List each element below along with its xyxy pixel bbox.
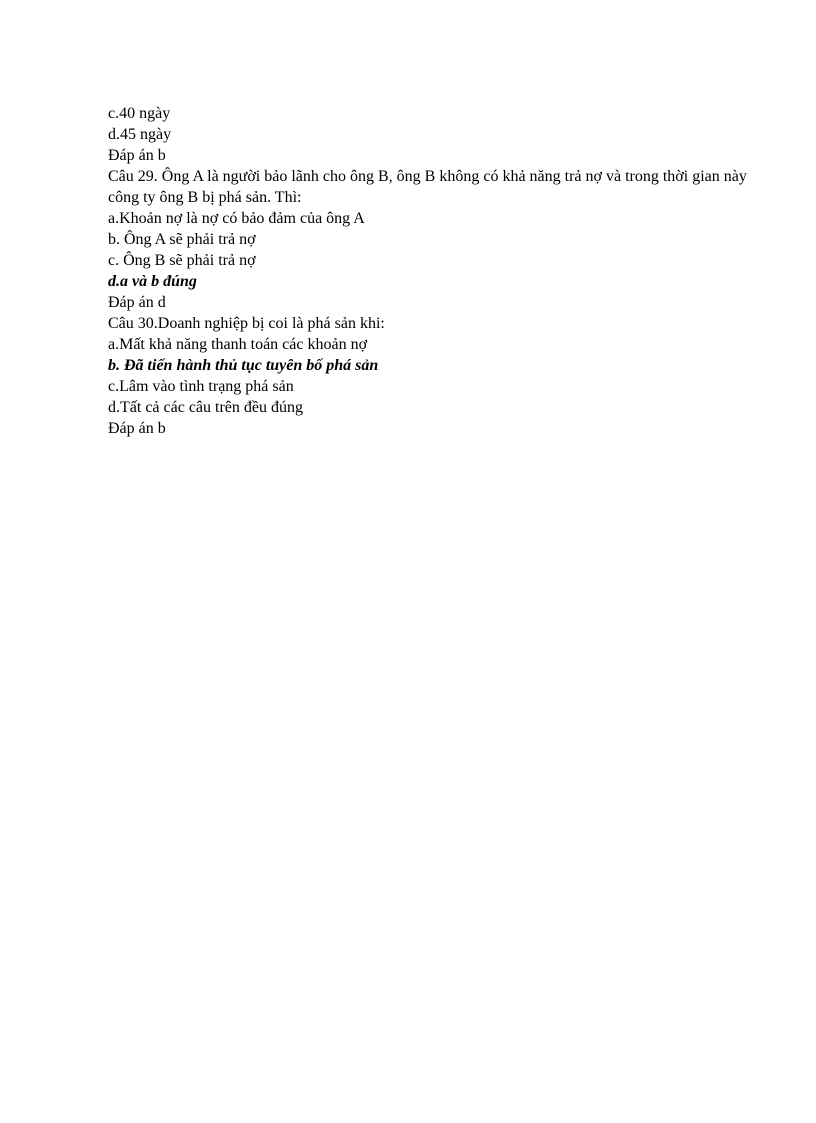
option-a-q29: a.Khoản nợ là nợ có bảo đảm của ông A	[108, 210, 365, 227]
option-c-q30: c.Lâm vào tình trạng phá sản	[108, 378, 294, 395]
option-a-q30: a.Mất khả năng thanh toán các khoản nợ	[108, 336, 368, 353]
question-29: Câu 29. Ông A là người bảo lãnh cho ông B, ông B không có khả năng trả nợ và trong thời gian này công ty ông B bị phá sản. Thì:	[108, 168, 747, 206]
answer-q30: Đáp án b	[108, 420, 166, 437]
option-d-q29-correct: d.a và b đúng	[108, 273, 197, 290]
answer-q29: Đáp án d	[108, 294, 166, 311]
option-b-q29: b. Ông A sẽ phải trả nợ	[108, 231, 256, 248]
option-d-q30: d.Tất cả các câu trên đều đúng	[108, 399, 304, 416]
option-c-q28: c.40 ngày	[108, 105, 171, 122]
question-30: Câu 30.Doanh nghiệp bị coi là phá sản khi:	[108, 315, 385, 332]
option-c-q29: c. Ông B sẽ phải trả nợ	[108, 252, 256, 269]
option-d-q28: d.45 ngày	[108, 126, 172, 143]
option-b-q30-correct: b. Đã tiến hành thủ tục tuyên bố phá sản	[108, 357, 379, 374]
answer-q28: Đáp án b	[108, 147, 166, 164]
document-body	[108, 103, 748, 439]
